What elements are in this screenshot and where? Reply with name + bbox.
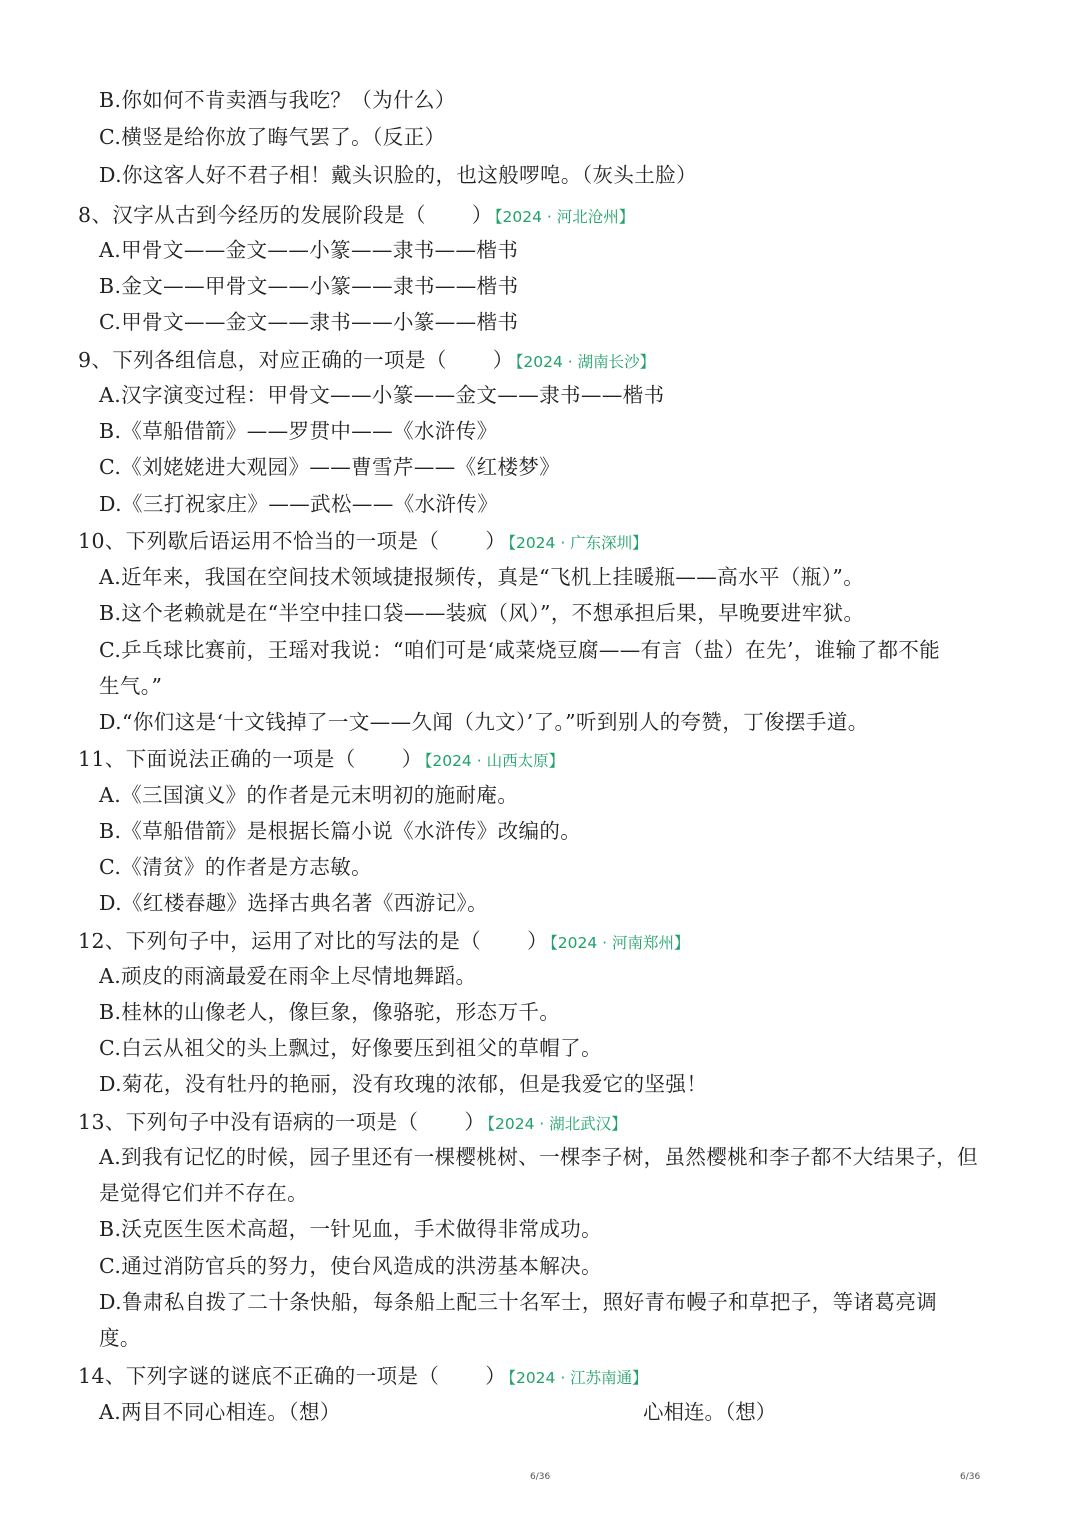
option-7c: C.横竖是给你放了晦气罢了。（反正）: [99, 125, 446, 149]
page-number: 6/36: [960, 1472, 981, 1482]
option-12a: A.顽皮的雨滴最爱在雨伞上尽情地舞蹈。: [99, 964, 477, 988]
question-13: 13、下列句子中没有语病的一项是（ ） 【2024 · 湖北武汉】: [78, 1110, 627, 1134]
option-11a: A.《三国演义》的作者是元末明初的施耐庵。: [99, 783, 519, 807]
question-8: 8、汉字从古到今经历的发展阶段是（ ） 【2024 · 河北沧州】: [78, 203, 635, 227]
option-10a: A.近年来，我国在空间技术领域捷报频传，真是“飞机上挂暖瓶——高水平（瓶）”。: [99, 565, 865, 589]
option-9d: D.《三打祝家庄》——武松——《水浒传》: [99, 492, 499, 516]
option-10d: D.“你们这是‘十文钱掉了一文——久闻（九文）’了。”听到别人的夸赞，丁俊摆手道。: [99, 710, 869, 734]
question-9: 9、下列各组信息，对应正确的一项是（ ） 【2024 · 湖南长沙】: [78, 348, 656, 372]
option-13a: A.到我有记忆的时候，园子里还有一棵樱桃树、一棵李子树，虽然樱桃和李子都不大结果子，但: [99, 1145, 979, 1169]
option-10b: B.这个老赖就是在“半空中挂口袋——装疯（风）”，不想承担后果，早晚要进牢狱。: [99, 601, 865, 625]
option-11d: D.《红楼春趣》选择古典名著《西游记》。: [99, 891, 488, 915]
source-tag: 【2024 · 湖北武汉】: [487, 1115, 627, 1133]
option-11c: C.《清贫》的作者是方志敏。: [99, 855, 373, 879]
source-tag: 【2024 · 湖南长沙】: [515, 353, 656, 371]
option-13d-cont: 度。: [99, 1326, 141, 1350]
option-7b: B.你如何不肯卖酒与我吃？（为什么）: [99, 88, 456, 112]
option-8c: C.甲骨文——金文——隶书——小篆——楷书: [99, 310, 519, 334]
option-8b: B.金文——甲骨文——小篆——隶书——楷书: [99, 274, 519, 298]
option-8a: A.甲骨文——金文——小篆——隶书——楷书: [99, 238, 519, 262]
source-tag: 【2024 · 江苏南通】: [508, 1369, 648, 1387]
option-9c: C.《刘姥姥进大观园》——曹雪芹——《红楼梦》: [99, 455, 561, 479]
question-12: 12、下列句子中，运用了对比的写法的是（ ） 【2024 · 河南郑州】: [78, 929, 690, 953]
option-12d: D.菊花，没有牡丹的艳丽，没有玫瑰的浓郁，但是我爱它的坚强！: [99, 1072, 708, 1096]
source-tag: 【2024 · 河北沧州】: [494, 208, 635, 226]
option-11b: B.《草船借箭》是根据长篇小说《水浒传》改编的。: [99, 819, 582, 843]
option-9b: B.《草船借箭》——罗贯中——《水浒传》: [99, 419, 498, 443]
option-7d: D.你这客人好不君子相！戴头识脸的，也这般啰唣。（灰头土脸）: [99, 163, 697, 187]
question-10: 10、下列歇后语运用不恰当的一项是（ ） 【2024 · 广东深圳】: [78, 529, 648, 553]
option-10c-cont: 生气。”: [99, 674, 163, 698]
option-10c: C.乒乓球比赛前，王瑶对我说：“咱们可是‘咸菜烧豆腐——有言（盐）在先’，谁输了都不能: [99, 638, 941, 662]
question-11: 11、下面说法正确的一项是（ ） 【2024 · 山西太原】: [78, 747, 565, 771]
option-12b: B.桂林的山像老人，像巨象，像骆驼，形态万千。: [99, 1000, 561, 1024]
page-number: 6/36: [530, 1472, 551, 1482]
option-13a-cont: 是觉得它们并不存在。: [99, 1181, 308, 1205]
option-14a: A.两目不同心相连。（想）: [99, 1400, 341, 1424]
option-9a: A.汉字演变过程：甲骨文——小篆——金文——隶书——楷书: [99, 383, 665, 407]
source-tag: 【2024 · 广东深圳】: [508, 534, 648, 552]
cropped-text-fragment: 心相连。（想）: [643, 1400, 777, 1424]
source-tag: 【2024 · 河南郑州】: [550, 934, 690, 952]
option-13c: C.通过消防官兵的努力，使台风造成的洪涝基本解决。: [99, 1254, 602, 1278]
option-13b: B.沃克医生医术高超，一针见血，手术做得非常成功。: [99, 1217, 603, 1241]
question-14: 14、下列字谜的谜底不正确的一项是（ ） 【2024 · 江苏南通】: [78, 1364, 648, 1388]
source-tag: 【2024 · 山西太原】: [424, 752, 565, 770]
option-13d: D.鲁肃私自拨了二十条快船，每条船上配三十名军士，照好青布幔子和草把子，等诸葛亮调: [99, 1290, 938, 1314]
option-12c: C.白云从祖父的头上飘过，好像要压到祖父的草帽了。: [99, 1036, 602, 1060]
